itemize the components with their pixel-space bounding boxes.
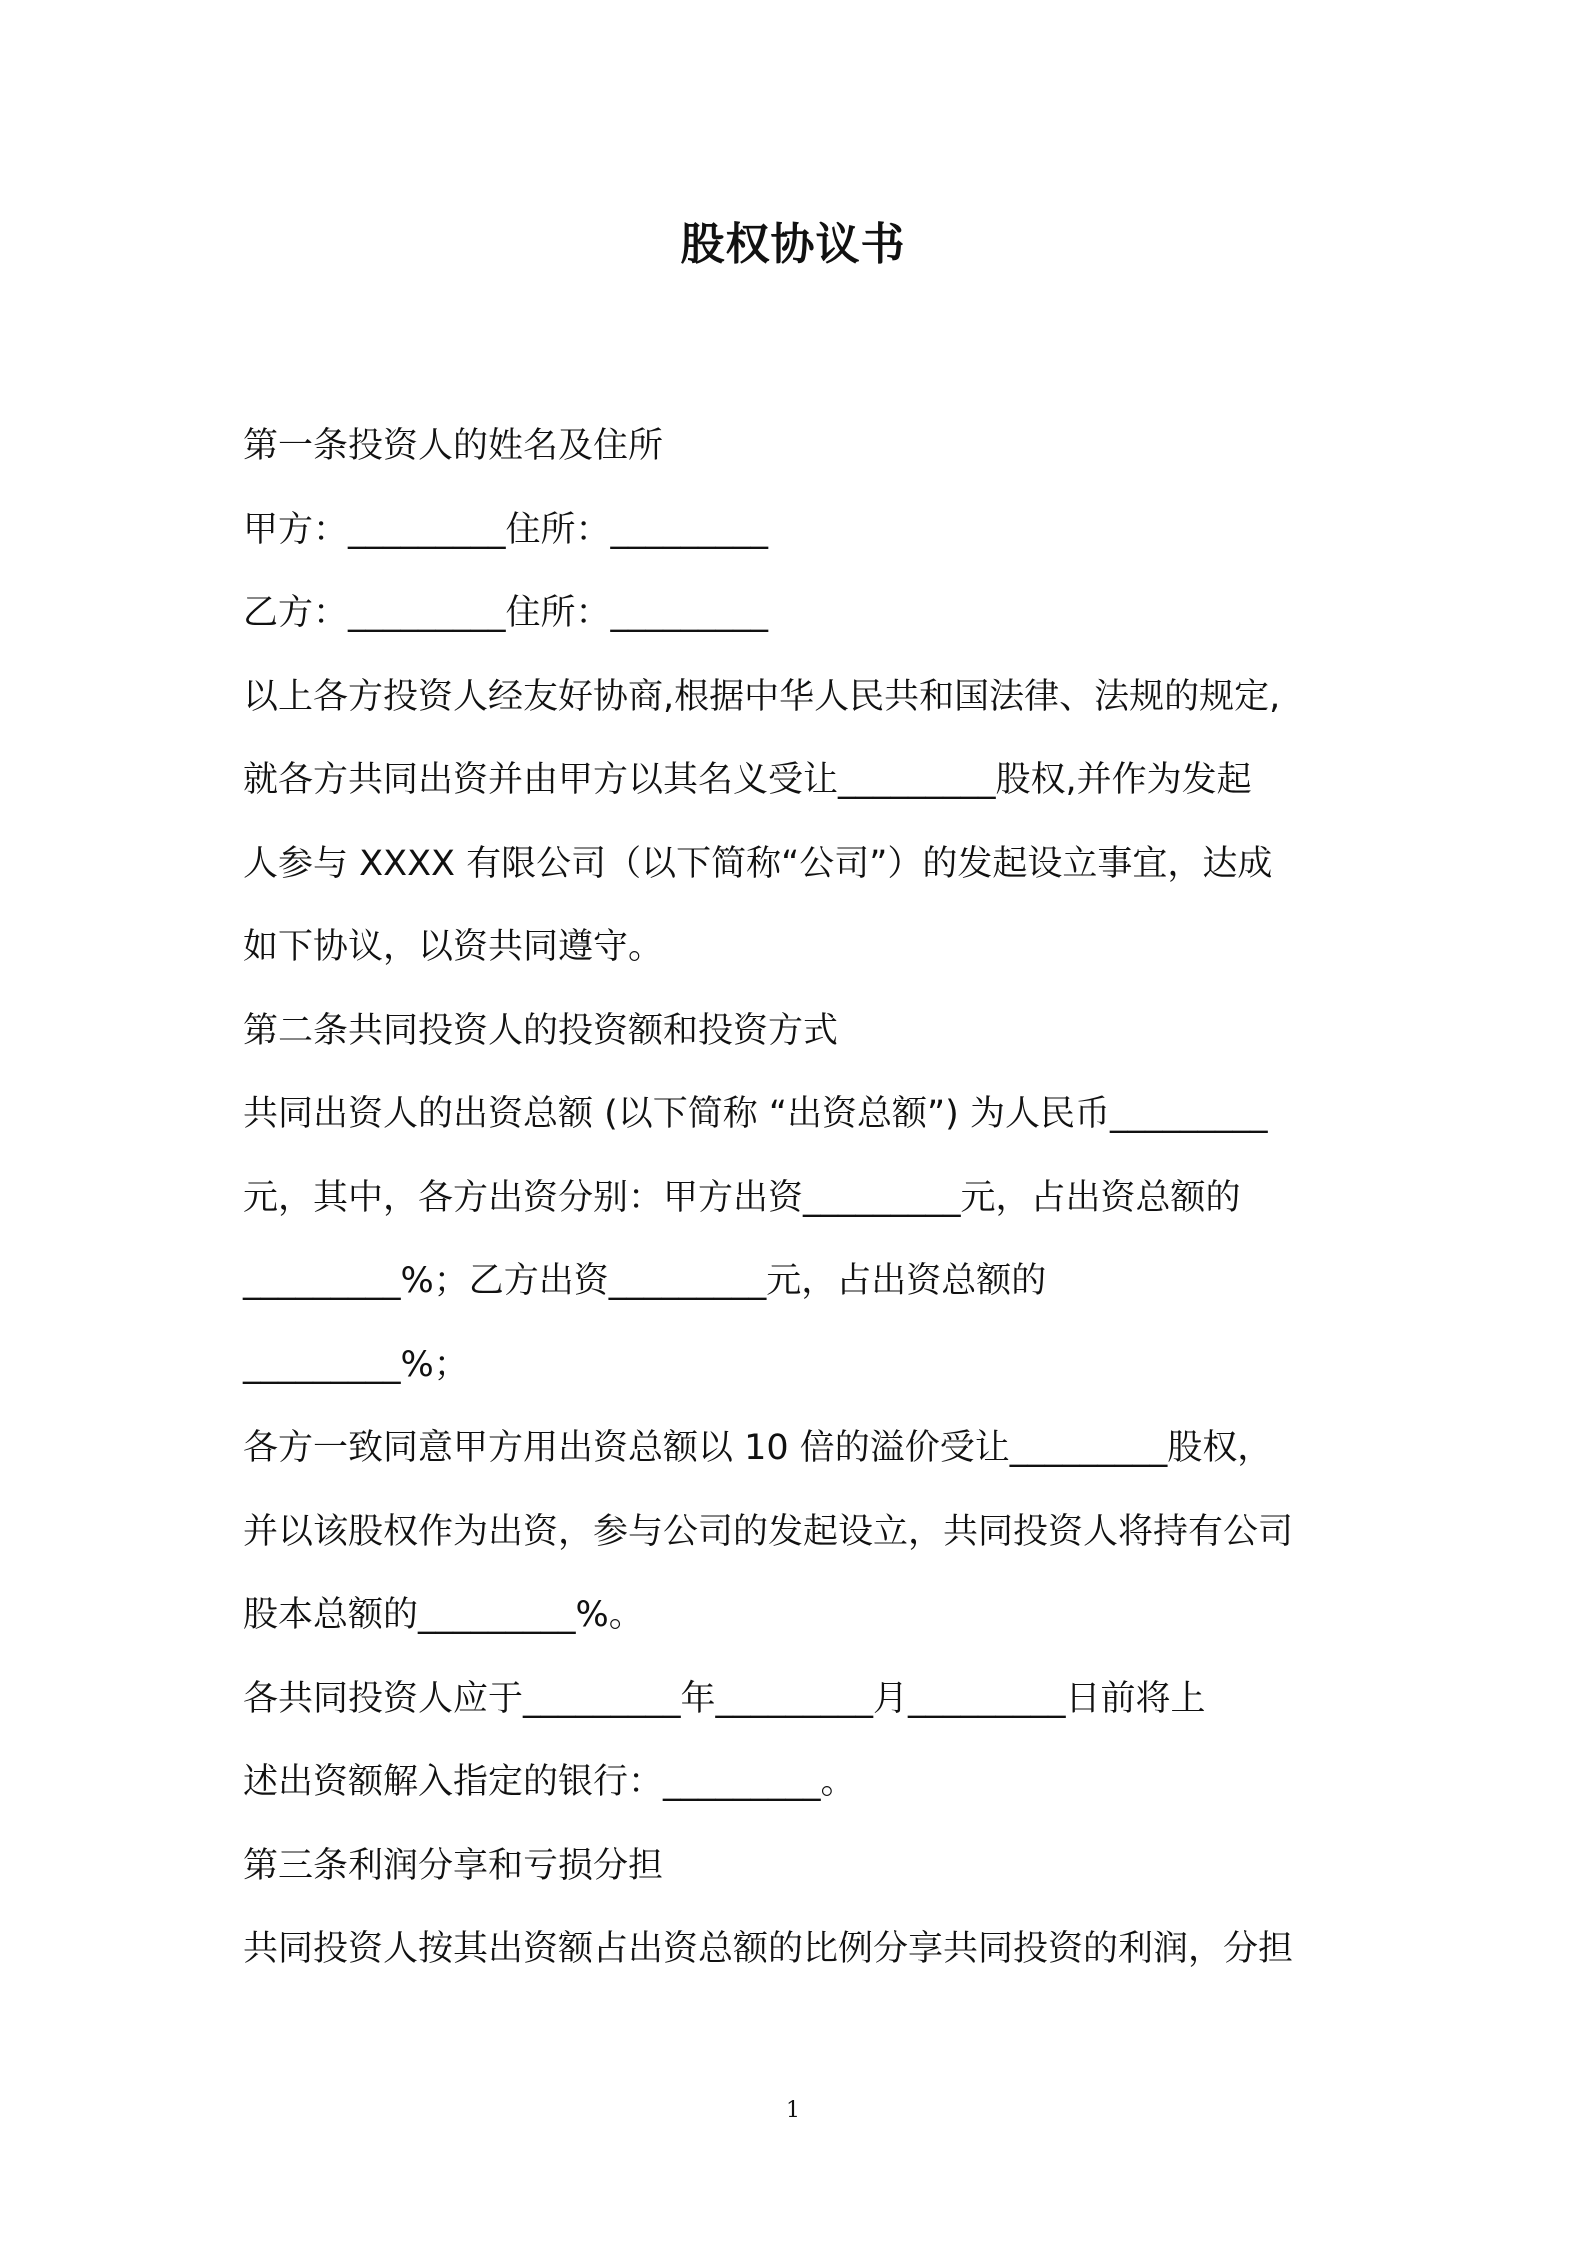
paragraph-line: 就各方共同出资并由甲方以其名义受让_________股权,并作为发起 <box>243 760 1252 800</box>
party-a-line: 甲方：_________住所：_________ <box>243 509 769 550</box>
paragraph-line: _________%； <box>243 1344 469 1385</box>
paragraph-line: 共同投资人按其出资额占出资总额的比例分享共同投资的利润，分担 <box>243 1929 1294 1969</box>
paragraph-line: 如下协议，以资共同遵守。 <box>243 927 664 967</box>
paragraph-line: 人参与 XXXX 有限公司（以下简称“公司”）的发起设立事宜，达成 <box>243 843 1273 884</box>
page-number: 1 <box>786 2098 800 2123</box>
paragraph-line: 述出资额解入指定的银行：_________。 <box>243 1762 856 1802</box>
party-b-line: 乙方：_________住所：_________ <box>243 593 769 633</box>
document-body <box>243 405 1363 1992</box>
article-3-heading: 第三条利润分享和亏损分担 <box>243 1845 664 1886</box>
paragraph-line: _________%；乙方出资_________元，占出资总额的 <box>243 1261 1047 1301</box>
paragraph-line: 各方一致同意甲方用出资总额以 10 倍的溢价受让_________股权， <box>243 1428 1273 1468</box>
article-1-heading: 第一条投资人的姓名及住所 <box>243 426 664 466</box>
paragraph-line: 以上各方投资人经友好协商,根据中华人民共和国法律、法规的规定, <box>243 676 1281 717</box>
paragraph-line: 各共同投资人应于_________年_________月_________日前将上 <box>243 1678 1206 1719</box>
paragraph-line: 元，其中，各方出资分别：甲方出资_________元，占出资总额的 <box>243 1177 1241 1218</box>
article-2-heading: 第二条共同投资人的投资额和投资方式 <box>243 1010 839 1051</box>
paragraph-line: 共同出资人的出资总额 (以下简称 “出资总额”) 为人民币_________ <box>243 1094 1268 1134</box>
paragraph-line: 并以该股权作为出资，参与公司的发起设立，共同投资人将持有公司 <box>243 1511 1294 1552</box>
paragraph-line: 股本总额的_________%。 <box>243 1595 644 1635</box>
document-title: 股权协议书 <box>680 219 906 270</box>
